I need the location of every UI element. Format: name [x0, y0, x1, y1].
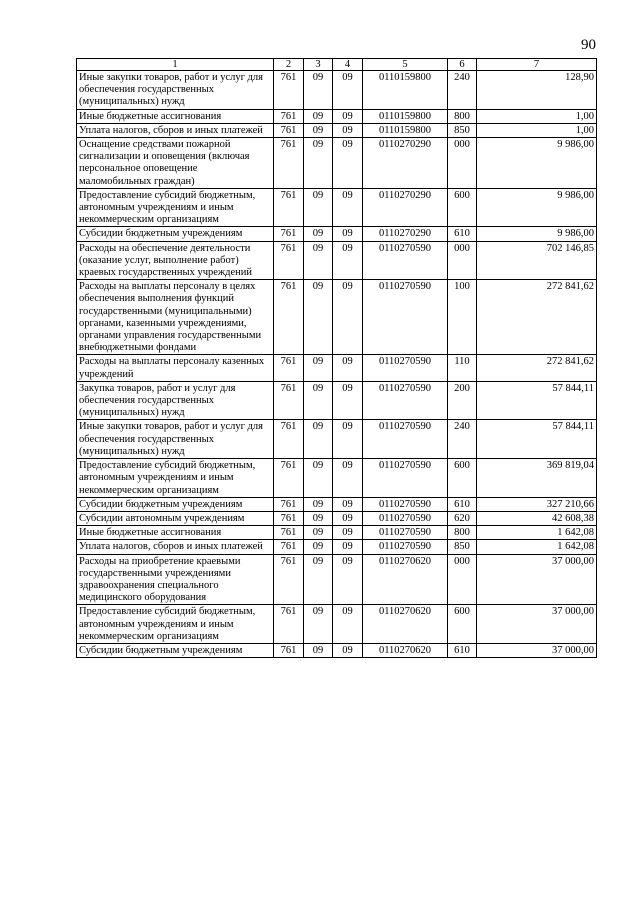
row-target-article-cell: 0110270590: [363, 381, 448, 420]
row-name-cell: Субсидии бюджетным учреждениям: [77, 227, 274, 241]
row-expense-type-cell: 850: [448, 123, 477, 137]
row-amount-cell: 128,90: [477, 71, 597, 110]
table-row: [77, 355, 597, 381]
row-name-cell: Субсидии автономным учреждениям: [77, 511, 274, 525]
row-name-cell: Субсидии бюджетным учреждениям: [77, 643, 274, 657]
row-target-article-cell: 0110159800: [363, 109, 448, 123]
row-section-cell: 09: [304, 381, 333, 420]
table-row: [77, 605, 597, 644]
row-name-cell: Расходы на выплаты персоналу в целях обеспечения выполнения функций государственными (муниципальными) органами, казенными учреждениями, органами управления государственными внебюджетными фондами: [77, 280, 274, 355]
row-subsection-cell: 09: [333, 241, 363, 280]
row-amount-cell: 327 210,66: [477, 497, 597, 511]
table-row: [77, 241, 597, 280]
row-target-article-cell: 0110270620: [363, 554, 448, 605]
row-amount-cell: 1,00: [477, 109, 597, 123]
row-subsection-cell: 09: [333, 511, 363, 525]
budget-table: [76, 58, 597, 658]
row-expense-type-cell: 240: [448, 71, 477, 110]
column-header: 1: [77, 59, 274, 71]
column-header: 7: [477, 59, 597, 71]
row-amount-cell: 702 146,85: [477, 241, 597, 280]
row-subsection-cell: 09: [333, 280, 363, 355]
table-row: [77, 381, 597, 420]
table-row: [77, 420, 597, 459]
table-row: [77, 138, 597, 189]
table-row: [77, 526, 597, 540]
row-section-cell: 09: [304, 355, 333, 381]
row-code-cell: 761: [274, 605, 304, 644]
row-expense-type-cell: 600: [448, 459, 477, 498]
row-code-cell: 761: [274, 420, 304, 459]
row-section-cell: 09: [304, 554, 333, 605]
row-code-cell: 761: [274, 540, 304, 554]
row-section-cell: 09: [304, 511, 333, 525]
column-header: 6: [448, 59, 477, 71]
row-name-cell: Расходы на приобретение краевыми государственными учреждениями здравоохранения специального медицинского оборудования: [77, 554, 274, 605]
row-code-cell: 761: [274, 138, 304, 189]
row-amount-cell: 9 986,00: [477, 188, 597, 227]
row-code-cell: 761: [274, 355, 304, 381]
row-expense-type-cell: 000: [448, 241, 477, 280]
row-expense-type-cell: 610: [448, 643, 477, 657]
row-name-cell: Предоставление субсидий бюджетным, автономным учреждениям и иным некоммерческим организациям: [77, 188, 274, 227]
row-code-cell: 761: [274, 526, 304, 540]
row-expense-type-cell: 610: [448, 227, 477, 241]
row-subsection-cell: 09: [333, 540, 363, 554]
column-header: 4: [333, 59, 363, 71]
row-target-article-cell: 0110270290: [363, 188, 448, 227]
row-expense-type-cell: 800: [448, 526, 477, 540]
row-section-cell: 09: [304, 643, 333, 657]
row-section-cell: 09: [304, 540, 333, 554]
table-row: [77, 540, 597, 554]
row-section-cell: 09: [304, 526, 333, 540]
row-section-cell: 09: [304, 227, 333, 241]
row-subsection-cell: 09: [333, 554, 363, 605]
row-target-article-cell: 0110270620: [363, 605, 448, 644]
row-code-cell: 761: [274, 241, 304, 280]
row-code-cell: 761: [274, 554, 304, 605]
row-name-cell: Оснащение средствами пожарной сигнализации и оповещения (включая персональное оповещение маломобильных граждан): [77, 138, 274, 189]
row-name-cell: Иные закупки товаров, работ и услуг для обеспечения государственных (муниципальных) нужд: [77, 71, 274, 110]
row-name-cell: Уплата налогов, сборов и иных платежей: [77, 540, 274, 554]
table-row: [77, 71, 597, 110]
row-name-cell: Предоставление субсидий бюджетным, автономным учреждениям и иным некоммерческим организациям: [77, 605, 274, 644]
row-subsection-cell: 09: [333, 109, 363, 123]
row-section-cell: 09: [304, 188, 333, 227]
row-code-cell: 761: [274, 459, 304, 498]
row-expense-type-cell: 100: [448, 280, 477, 355]
row-expense-type-cell: 000: [448, 554, 477, 605]
column-header: 5: [363, 59, 448, 71]
row-subsection-cell: 09: [333, 123, 363, 137]
row-code-cell: 761: [274, 511, 304, 525]
row-expense-type-cell: 240: [448, 420, 477, 459]
row-amount-cell: 37 000,00: [477, 554, 597, 605]
row-target-article-cell: 0110159800: [363, 71, 448, 110]
row-amount-cell: 42 608,38: [477, 511, 597, 525]
row-amount-cell: 37 000,00: [477, 605, 597, 644]
row-section-cell: 09: [304, 605, 333, 644]
table-row: [77, 497, 597, 511]
row-subsection-cell: 09: [333, 497, 363, 511]
row-subsection-cell: 09: [333, 138, 363, 189]
row-name-cell: Предоставление субсидий бюджетным, автономным учреждениям и иным некоммерческим организациям: [77, 459, 274, 498]
row-section-cell: 09: [304, 138, 333, 189]
row-amount-cell: 1,00: [477, 123, 597, 137]
table-row: [77, 511, 597, 525]
row-amount-cell: 1 642,08: [477, 526, 597, 540]
column-header: 3: [304, 59, 333, 71]
table-row: [77, 554, 597, 605]
row-section-cell: 09: [304, 241, 333, 280]
row-expense-type-cell: 620: [448, 511, 477, 525]
row-subsection-cell: 09: [333, 420, 363, 459]
row-amount-cell: 57 844,11: [477, 420, 597, 459]
table-row: [77, 280, 597, 355]
row-code-cell: 761: [274, 123, 304, 137]
row-name-cell: Закупка товаров, работ и услуг для обеспечения государственных (муниципальных) нужд: [77, 381, 274, 420]
row-name-cell: Иные бюджетные ассигнования: [77, 526, 274, 540]
row-subsection-cell: 09: [333, 227, 363, 241]
row-subsection-cell: 09: [333, 355, 363, 381]
row-name-cell: Расходы на обеспечение деятельности (оказание услуг, выполнение работ) краевых государственных учреждений: [77, 241, 274, 280]
row-code-cell: 761: [274, 71, 304, 110]
row-section-cell: 09: [304, 420, 333, 459]
row-name-cell: Иные бюджетные ассигнования: [77, 109, 274, 123]
row-code-cell: 761: [274, 643, 304, 657]
row-code-cell: 761: [274, 497, 304, 511]
row-expense-type-cell: 850: [448, 540, 477, 554]
row-target-article-cell: 0110270590: [363, 420, 448, 459]
row-amount-cell: 9 986,00: [477, 227, 597, 241]
row-expense-type-cell: 110: [448, 355, 477, 381]
row-subsection-cell: 09: [333, 188, 363, 227]
row-name-cell: Субсидии бюджетным учреждениям: [77, 497, 274, 511]
row-target-article-cell: 0110270590: [363, 540, 448, 554]
row-expense-type-cell: 600: [448, 605, 477, 644]
column-header: 2: [274, 59, 304, 71]
row-section-cell: 09: [304, 123, 333, 137]
table-row: [77, 109, 597, 123]
row-amount-cell: 272 841,62: [477, 280, 597, 355]
table-row: [77, 643, 597, 657]
row-subsection-cell: 09: [333, 605, 363, 644]
row-section-cell: 09: [304, 459, 333, 498]
row-name-cell: Иные закупки товаров, работ и услуг для обеспечения государственных (муниципальных) нужд: [77, 420, 274, 459]
table-row: [77, 459, 597, 498]
row-subsection-cell: 09: [333, 526, 363, 540]
table-row: [77, 227, 597, 241]
row-section-cell: 09: [304, 497, 333, 511]
row-subsection-cell: 09: [333, 643, 363, 657]
row-code-cell: 761: [274, 280, 304, 355]
row-amount-cell: 57 844,11: [477, 381, 597, 420]
row-target-article-cell: 0110270290: [363, 138, 448, 189]
row-expense-type-cell: 600: [448, 188, 477, 227]
row-target-article-cell: 0110270590: [363, 497, 448, 511]
page-number: 90: [581, 37, 596, 53]
header-row: [77, 59, 597, 71]
row-target-article-cell: 0110270590: [363, 459, 448, 498]
row-amount-cell: 37 000,00: [477, 643, 597, 657]
row-target-article-cell: 0110270620: [363, 643, 448, 657]
row-target-article-cell: 0110270590: [363, 280, 448, 355]
table-row: [77, 123, 597, 137]
row-amount-cell: 1 642,08: [477, 540, 597, 554]
row-section-cell: 09: [304, 280, 333, 355]
row-amount-cell: 272 841,62: [477, 355, 597, 381]
row-subsection-cell: 09: [333, 381, 363, 420]
row-section-cell: 09: [304, 71, 333, 110]
row-code-cell: 761: [274, 381, 304, 420]
row-amount-cell: 9 986,00: [477, 138, 597, 189]
row-section-cell: 09: [304, 109, 333, 123]
row-subsection-cell: 09: [333, 71, 363, 110]
row-subsection-cell: 09: [333, 459, 363, 498]
row-target-article-cell: 0110270290: [363, 227, 448, 241]
row-name-cell: Расходы на выплаты персоналу казенных учреждений: [77, 355, 274, 381]
row-target-article-cell: 0110270590: [363, 355, 448, 381]
row-expense-type-cell: 000: [448, 138, 477, 189]
row-target-article-cell: 0110270590: [363, 511, 448, 525]
row-target-article-cell: 0110270590: [363, 241, 448, 280]
table-body: [77, 71, 597, 658]
row-name-cell: Уплата налогов, сборов и иных платежей: [77, 123, 274, 137]
row-code-cell: 761: [274, 188, 304, 227]
row-expense-type-cell: 610: [448, 497, 477, 511]
row-code-cell: 761: [274, 227, 304, 241]
row-target-article-cell: 0110270590: [363, 526, 448, 540]
row-expense-type-cell: 200: [448, 381, 477, 420]
row-code-cell: 761: [274, 109, 304, 123]
table-row: [77, 188, 597, 227]
row-target-article-cell: 0110159800: [363, 123, 448, 137]
row-expense-type-cell: 800: [448, 109, 477, 123]
row-amount-cell: 369 819,04: [477, 459, 597, 498]
